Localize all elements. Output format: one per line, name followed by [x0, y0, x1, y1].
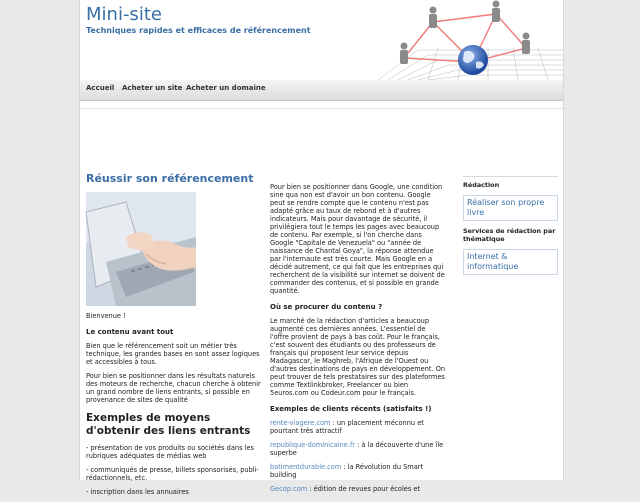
client-item: [270, 419, 446, 435]
client-link[interactable]: republique-dominicaine.fr: [270, 441, 355, 449]
ad-banner-area: [80, 108, 563, 169]
nav-item-acheter-site[interactable]: Acheter un site: [122, 84, 183, 92]
list-item: - présentation de vos produits ou sociétés dans les rubriques adéquates de médias web: [86, 444, 254, 460]
sidebar-link-livre[interactable]: Réaliser son propre livre: [463, 195, 558, 221]
client-item: [270, 485, 446, 493]
welcome-text: Bienvenue !: [86, 312, 126, 320]
client-item: [270, 441, 446, 457]
client-item: [270, 463, 446, 479]
nav-item-accueil[interactable]: Accueil: [86, 84, 115, 92]
divider: [463, 176, 558, 177]
paragraph-positionner: Pour bien se positionner dans les résultats naturels des moteurs de recherche, chacun cherche à obtenir un grand nombre de liens entrants, si possible en provenance de sites de qualité: [86, 372, 261, 404]
page: [79, 0, 564, 496]
sidebar-heading-services: Services de rédaction par thématique: [463, 227, 556, 243]
sidebar-link-internet[interactable]: Internet & informatique: [463, 249, 558, 275]
client-desc: : la Révolution du Smart building: [270, 463, 424, 479]
client-desc: : un placement méconnu et pourtant très attractif: [270, 419, 424, 435]
list-item: - inscription dans les annuaires: [86, 488, 189, 496]
laptop-typing-photo: [86, 192, 196, 306]
paragraph-google: Pour bien se positionner dans Google, une condition sine qua non est d'avoir un bon contenu. Google peut se rendre compte que le contenu n'est pas adapté grâce au taux de rebond et à d'autres indicateurs. Mais pour davantage de sécurité, il privilégiera tout le temps les pages avec beaucoup de contenu. Par exemple, si l'on cherche dans Google "Capitale de Venezuela" ou "année de naissance de Chantal Goya", la réponse attendue par l'internaute est très courte. Mais Google en a décidé autrement, ce qui fait que les entreprises qui recherchent de la visibilité sur internet se doivent de commander des contenus, et si possible en grande quantité.: [270, 183, 445, 295]
site-tagline: Techniques rapides et efficaces de référencement: [86, 26, 311, 35]
client-link[interactable]: rente-viagere.com: [270, 419, 331, 427]
paragraph-marche: Le marché de la rédaction d'articles a beaucoup augmenté ces dernières années. L'essentiel de l'offre provient de pays à bas coût. Pour le français, c'est souvent des étudiants ou des professeurs de français qui proposent leur service depuis Madagascar, le Maghreb, l'Afrique de l'Ouest ou d'autres destinations de pays en développement. On peut trouver de tels prestataires sur des plateformes comme Textlinkbroker, Freelancer ou bien 5euros.com ou Codeur.com pour le français.: [270, 317, 446, 397]
heading-clients: Exemples de clients récents (satisfaits !): [270, 405, 432, 413]
heading-contenu: Le contenu avant tout: [86, 328, 174, 336]
heading-procurer: Où se procurer du contenu ?: [270, 303, 383, 311]
sidebar: [463, 172, 558, 281]
site-title[interactable]: Mini-site: [86, 4, 162, 25]
client-desc: : à la découverte d'une île superbe: [270, 441, 444, 457]
second-column: [270, 183, 446, 499]
paragraph-intro: Bien que le référencement soit un métier très technique, les grandes bases en sont assez logiques et accessibles à tous.: [86, 342, 260, 366]
heading-exemples: Exemples de moyens d'obtenir des liens entrants: [86, 412, 251, 437]
header: [80, 0, 563, 80]
list-item: - communiqués de presse, billets sponsorisés, publi-rédactionnels, etc.: [86, 466, 259, 482]
nav-item-acheter-domaine[interactable]: Acheter un domaine: [186, 84, 266, 92]
main-nav: [80, 80, 563, 101]
network-globe-illustration: [378, 0, 563, 80]
client-desc: : édition de revues pour écoles et: [307, 485, 421, 493]
client-link[interactable]: batimentdurable.com: [270, 463, 342, 471]
page-title: Réussir son référencement: [86, 172, 254, 185]
main-column: [86, 172, 261, 502]
sidebar-heading-redaction: Rédaction: [463, 181, 500, 189]
client-link[interactable]: Gecop.com: [270, 485, 308, 493]
